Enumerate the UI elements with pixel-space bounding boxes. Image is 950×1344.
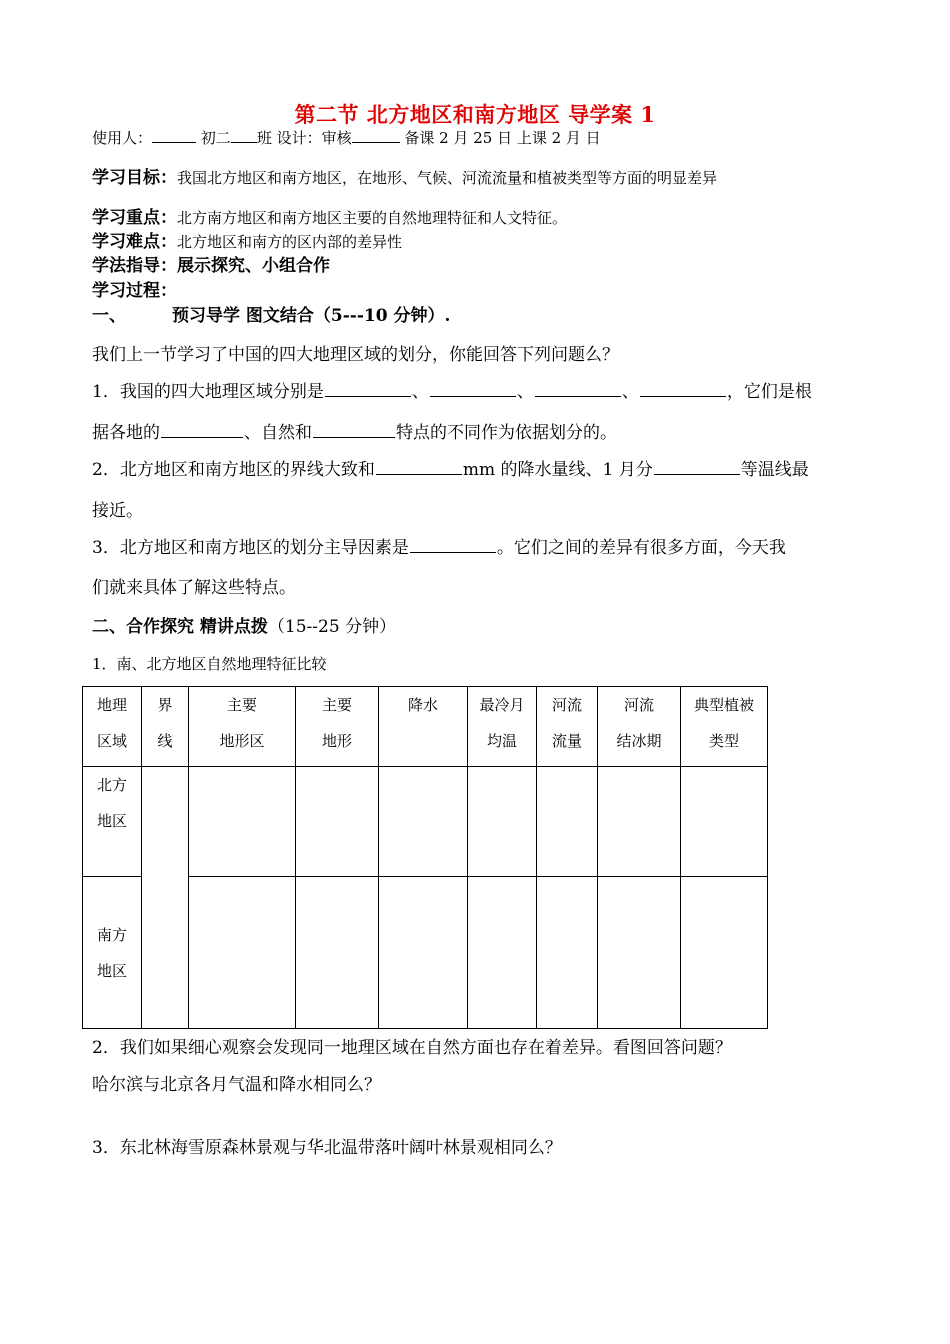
focus-text: 北方南方地区和南方地区主要的自然地理特征和人文特征。: [177, 209, 568, 227]
header-cell-vegetation: 典型植被 类型: [681, 687, 768, 767]
difficulty-text: 北方地区和南方的区内部的差异性: [177, 233, 403, 251]
answer-blank[interactable]: [325, 380, 411, 397]
section1-heading: [92, 301, 450, 326]
table-cell[interactable]: [189, 767, 296, 877]
class-blank: [231, 128, 257, 143]
question2-line2: 接近。: [92, 501, 143, 521]
question-2-sub: 哈尔滨与北京各月气温和降水相同么？: [92, 1075, 381, 1095]
header-cell-river-flow: 河流 流量: [537, 687, 598, 767]
question3-line2: 们就来具体了解这些特点。: [92, 578, 296, 598]
goal-text: 我国北方地区和南方地区，在地形、气候、河流流量和植被类型等方面的明显差异: [177, 169, 718, 187]
table-cell[interactable]: [537, 767, 598, 877]
q1-text-d: 、自然和: [244, 423, 312, 443]
answer-blank[interactable]: [430, 380, 516, 397]
prep-label: 备课 2 月 25 日 上课 2 月 日: [399, 129, 601, 147]
table-cell[interactable]: [468, 767, 537, 877]
header-cell-landform-region: 主要 地形区: [189, 687, 296, 767]
header-cell-freezing-period: 河流 结冰期: [598, 687, 681, 767]
class-label: 班 设计：审核: [256, 129, 352, 147]
question1-line1: [92, 377, 812, 402]
table-header-row: [83, 687, 768, 767]
table-cell[interactable]: [296, 877, 379, 1029]
table-cell[interactable]: [468, 877, 537, 1029]
grade-label: 初二: [200, 129, 231, 147]
user-label: 使用人：: [92, 129, 153, 147]
table-cell[interactable]: [598, 767, 681, 877]
question2-line1: [92, 455, 809, 480]
table-row-north: [83, 767, 768, 877]
focus-label: 学习重点：: [92, 208, 177, 228]
learning-goal: [92, 163, 717, 188]
answer-blank[interactable]: [410, 536, 496, 553]
review-blank: [352, 128, 400, 143]
question-3-forests: 3．东北林海雪原森林景观与华北温带落叶阔叶林景观相同么？: [92, 1138, 562, 1158]
learning-difficulty: [92, 227, 402, 252]
section2-time: （15--25 分钟）: [267, 617, 397, 637]
question1-line2: [92, 418, 617, 443]
header-cell-precipitation: 降水: [379, 687, 468, 767]
q1-text-e: 特点的不同作为依据划分的。: [396, 423, 617, 443]
header-cell-landform: 主要 地形: [296, 687, 379, 767]
header-cell-region: 地理 区域: [83, 687, 142, 767]
comparison-caption: 1．南、北方地区自然地理特征比较: [92, 655, 327, 673]
row-label-south: 南方 地区: [83, 877, 142, 1029]
answer-blank[interactable]: [654, 458, 740, 475]
q3-text-a: 3．北方地区和南方地区的划分主导因素是: [92, 538, 409, 558]
table-cell[interactable]: [296, 767, 379, 877]
section1-intro: 我们上一节学习了中国的四大地理区域的划分，你能回答下列问题么？: [92, 345, 619, 365]
table-cell[interactable]: [189, 877, 296, 1029]
header-cell-coldest-month: 最冷月 均温: [468, 687, 537, 767]
q2-text-a: 2．北方地区和南方地区的界线大致和: [92, 460, 375, 480]
table-cell[interactable]: [681, 767, 768, 877]
q1-text-a: 1．我国的四大地理区域分别是: [92, 382, 324, 402]
q1-text-b: ，它们是根: [726, 382, 812, 402]
q1-text-c: 据各地的: [92, 423, 160, 443]
learning-focus: [92, 203, 567, 228]
table-cell[interactable]: [681, 877, 768, 1029]
page-title: 第二节 北方地区和南方地区 导学案 1: [294, 102, 656, 127]
difficulty-label: 学习难点：: [92, 232, 177, 252]
q2-text-c: 等温线最: [740, 460, 809, 480]
question-2-differences: 2．我们如果细心观察会发现同一地理区域在自然方面也存在着差异。看图回答问题？: [92, 1038, 732, 1058]
answer-blank[interactable]: [161, 421, 243, 438]
section2-title: 二、合作探究 精讲点拨: [92, 617, 268, 637]
meta-line: [92, 127, 601, 148]
q3-text-b: 。它们之间的差异有很多方面，今天我: [496, 538, 786, 558]
header-cell-boundary: 界 线: [142, 687, 189, 767]
comparison-table: [82, 686, 768, 1029]
table-cell[interactable]: [379, 877, 468, 1029]
answer-blank[interactable]: [535, 380, 621, 397]
section2-heading: [92, 612, 396, 637]
table-cell[interactable]: [598, 877, 681, 1029]
q2-text-b: mm 的降水量线、1 月分: [462, 460, 653, 480]
question3-line1: [92, 533, 786, 558]
table-cell[interactable]: [379, 767, 468, 877]
section1-number: 一、: [92, 306, 126, 326]
q1-separator: 、: [516, 382, 534, 402]
row-label-north: 北方 地区: [83, 767, 142, 877]
answer-blank[interactable]: [376, 458, 462, 475]
section1-title: 预习导学 图文结合（5---10 分钟）.: [172, 306, 451, 326]
goal-label: 学习目标：: [92, 168, 177, 188]
answer-blank[interactable]: [640, 380, 726, 397]
answer-blank[interactable]: [313, 421, 395, 438]
method-guide: 学法指导：展示探究、小组合作: [92, 256, 330, 276]
q1-separator: 、: [621, 382, 639, 402]
process-label: 学习过程：: [92, 281, 177, 301]
table-cell[interactable]: [537, 877, 598, 1029]
user-blank: [152, 128, 196, 143]
boundary-cell[interactable]: [142, 767, 189, 1029]
q1-separator: 、: [411, 382, 429, 402]
